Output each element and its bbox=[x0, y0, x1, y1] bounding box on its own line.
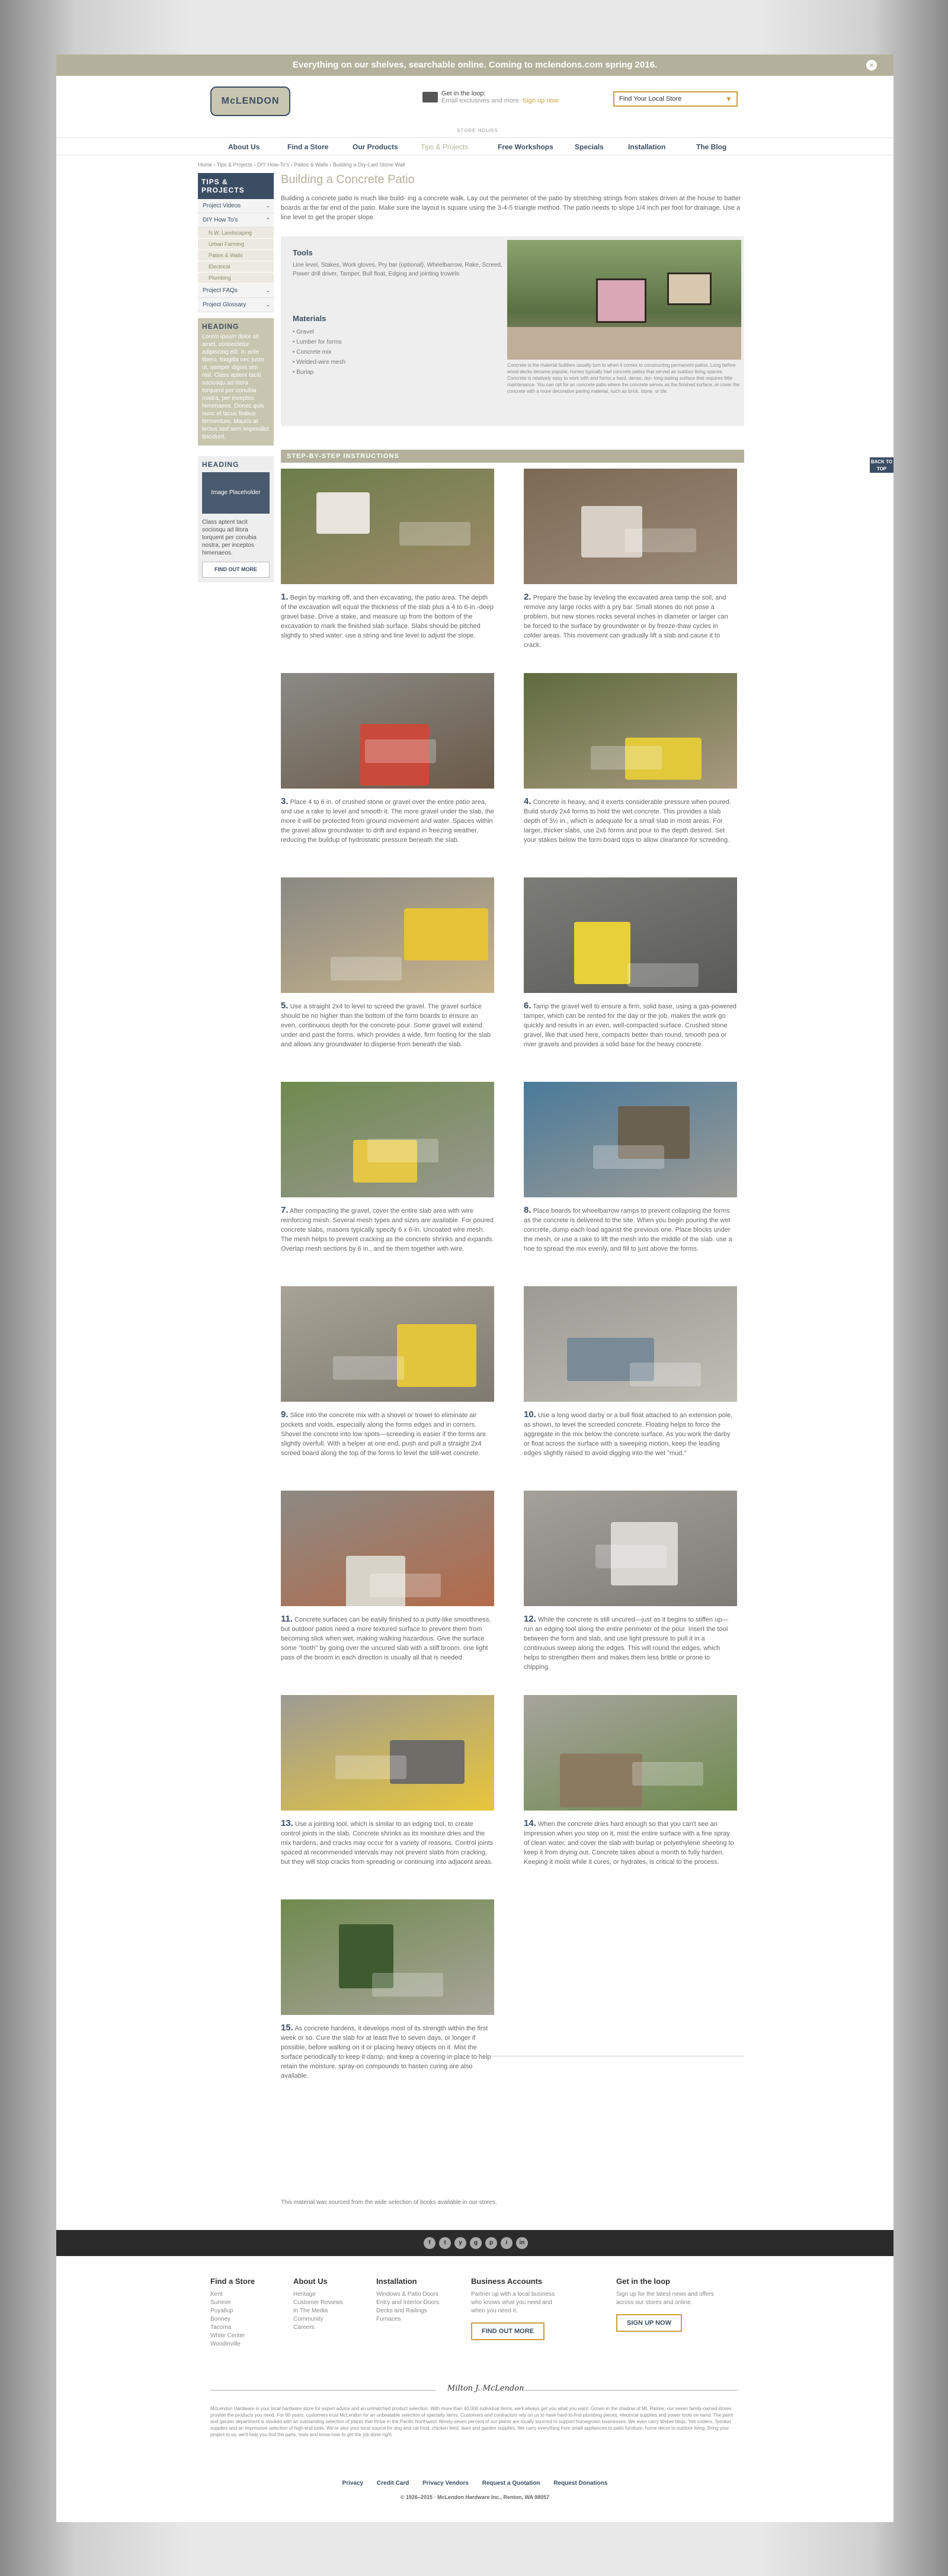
step-card bbox=[524, 1082, 737, 1254]
step-number: 4. bbox=[524, 796, 531, 806]
step-text bbox=[281, 1614, 494, 1662]
social-bar bbox=[56, 2230, 893, 2256]
envelope-icon bbox=[422, 92, 438, 102]
step-text bbox=[524, 1410, 737, 1458]
chevron-down-icon: ⌄ bbox=[265, 287, 270, 293]
site-header bbox=[56, 76, 893, 135]
breadcrumb-tips[interactable]: Tips & Projects bbox=[216, 162, 253, 168]
breadcrumb: Home › Tips & Projects › DIY How-To's › Patios & Walls › Building a Dry-Laid Stone Wall bbox=[198, 162, 405, 168]
breadcrumb-home[interactable]: Home bbox=[198, 162, 213, 168]
step-number: 3. bbox=[281, 796, 289, 806]
footer-loop: Get in the loop Sign up for the latest news and offers across our stores and online. SIGN UP NOW bbox=[616, 2277, 717, 2332]
material-item: • Burlap bbox=[293, 369, 314, 376]
business-text: Partner up with a local business who knows what you need and when you need it. bbox=[471, 2291, 555, 2314]
step-card bbox=[281, 877, 494, 1049]
footer-link[interactable]: Heritage bbox=[293, 2291, 316, 2298]
step-text bbox=[281, 1206, 494, 1254]
sidebar-box-heading: HEADING bbox=[202, 322, 239, 331]
step-number: 1. bbox=[281, 592, 289, 602]
step-number: 6. bbox=[524, 1001, 531, 1011]
step-body: Concrete is heavy, and it exerts considerable pressure when poured. Build sturdy 2x4 forms to hold the wet concrete. This provides a slab depth of 3½ in., which is adequate for a small slab in most areas. For larger, thicker slabs, use 2x6 forms and pour to the depth desired. Set your stakes below the form board tops to allow clearance for screeding. bbox=[524, 799, 731, 844]
youtube-icon[interactable]: y bbox=[454, 2237, 466, 2249]
footer-link[interactable]: Kent bbox=[210, 2291, 223, 2298]
chevron-up-icon: ⌃ bbox=[265, 217, 270, 223]
step-body: Begin by marking off, and then excavating, the patio area. The depth of the excavation will equal the thickness of the slab plus a 4 to 6-in.-deep gravel base. Drive a stake, and measure up from the bottom of the excavation to mark the finished slab surface. Slabs should be pitched slightly to shed water: use a string and line level to adjust the slope. bbox=[281, 594, 494, 639]
footer-link[interactable]: White Center bbox=[210, 2333, 245, 2339]
step-text bbox=[524, 797, 737, 845]
steps-heading: STEP-BY-STEP INSTRUCTIONS bbox=[281, 450, 744, 463]
step-text bbox=[281, 592, 494, 640]
step-body: Slice into the concrete mix with a shovel or trowel to eliminate air pockets and voids, especially along the forms edges and in corners. Shovel the concrete into low spots—screeding is easier if the forms are slightly overfull. With a helper at one end, push and pull a straight 2x4 screed board along the top of the forms to level the still-wet concrete. bbox=[281, 1412, 486, 1457]
sign-up-button[interactable]: SIGN UP NOW bbox=[616, 2314, 682, 2332]
materials-heading: Materials bbox=[293, 314, 326, 323]
step-body: Use a long wood darby or a bull float attached to an extension pole, as shown, to level the screeded concrete. Floating helps to force the aggregate in the mix below the concrete surface. As you work the darby or float across the surface with a sweeping motion, keep the leading edges slightly raised to avoid digging into the wet "mud." bbox=[524, 1412, 733, 1457]
step-image bbox=[524, 1286, 737, 1402]
footer-links bbox=[56, 2480, 893, 2487]
nav-about[interactable]: About Us bbox=[228, 143, 260, 151]
step-card bbox=[281, 673, 494, 845]
footer-installation: Installation Windows & Patio Doors Entry and Interior Doors Decks and Railings Furnaces bbox=[376, 2277, 440, 2322]
sidebar-item-diy[interactable]: DIY How To's ⌃ bbox=[198, 213, 274, 228]
steps-grid bbox=[281, 469, 755, 2080]
step-body: Prepare the base by leveling the excavated area tamp the soil, and remove any large rocks with a pry bar. Small stones do not pose a problem, but new stones rocks several inches in diameter or larger can be forced to the surface by groundwater or by freeze-thaw cycles in colder areas. This movement can gradually lift a slab and cause it to crack. bbox=[524, 594, 728, 649]
step-card bbox=[281, 1491, 494, 1662]
chevron-down-icon: ⌄ bbox=[265, 203, 270, 209]
nav-workshops[interactable]: Free Workshops bbox=[498, 143, 553, 151]
google-icon[interactable]: g bbox=[470, 2237, 482, 2249]
step-card bbox=[524, 469, 737, 650]
nav-specials[interactable]: Specials bbox=[575, 143, 604, 151]
step-number: 8. bbox=[524, 1205, 531, 1215]
find-store-placeholder: Find Your Local Store bbox=[619, 95, 682, 102]
footer-link[interactable]: Careers bbox=[293, 2324, 315, 2331]
step-text bbox=[281, 2023, 494, 2081]
step-image bbox=[281, 673, 494, 789]
article bbox=[281, 173, 752, 2080]
hero-caption: Concrete is the material builders usually turn to when it comes to constructing permanent patios. Long before wood decks became popular, homes typically had concrete patios that served as outdoor living spaces. Concrete is relatively easy to work with and forms a hard, dense, dur- long-lasting surface that requires little maintenance. You can opt for an concrete patio where the concrete serves as the finished surface, or cover the concrete with a more decorative paving material, such as brick, stone, or tile. bbox=[507, 363, 740, 394]
chevron-down-icon: ▼ bbox=[721, 92, 736, 105]
main-nav bbox=[56, 137, 893, 155]
disclaimer: McLendon Hardware is your local hardware store for expert advice and an unmatched product selection. With more than 40,000 individual items, we'll always get you what you want. Grown in the shadow of Mt. Rainier, our seven family-owned stores provide the products you need. For 90 years, customers trust McLendon for an unbeatable selection of specialty items. Customers and contractors rely on us to have hard-to-find plumbing pieces, electrical supplies and power tools on hand. The paint and garden department is stocked with an outstanding selection of plants that thrive in the Pacific Northwest. Ninety-seven percent of our plants are locally sourced to support homegrown businesses. We even carry Weber bbqs, Yeti coolers, Smoker supplies and an impressive selection of high-end tools. We're also your local source for dog and cat food, chicken feed, lawn and garden supplies. We carry everything from small appliances to patio furniture, home décor to outdoor living. Bring your project to us; we'll help you find the parts, tools and know-how to get the job done right. bbox=[210, 2406, 733, 2437]
step-number: 10. bbox=[524, 1409, 536, 1420]
step-image bbox=[524, 877, 737, 993]
step-text bbox=[524, 592, 737, 650]
breadcrumb-current: Building a Dry-Laid Stone Wall bbox=[332, 162, 405, 168]
content bbox=[198, 158, 752, 2223]
credit-card-link[interactable]: Credit Card bbox=[376, 2480, 409, 2487]
loop-sub: Email exclusives and more. bbox=[441, 97, 521, 104]
article-intro: Building a concrete patio is much like build- ing a concrete walk. Lay out the perimeter of the patio by stretching strings from stakes driven at the house to batter boards at the far end of the patio. Make sure the layout is square using the 3-4-5 triangle method. The patio needs to slope 1/4 inch per foot for drainage. Use a line level to get the proper slope. bbox=[281, 195, 741, 221]
step-text bbox=[524, 1001, 737, 1049]
image-placeholder: Image Placeholder bbox=[202, 472, 270, 514]
tools-list: Line level, Stakes, Work gloves, Pry bar (optional), Wheelbarrow, Rake, Screed, Power drill driver, Tamper, Bull float, Edging and jointing trowels bbox=[293, 262, 502, 277]
step-body: Concrete surfaces can be easily finished to a putty-like smoothness, but outdoor patios need a more textured surface to prevent them from becoming slick when wet, making walking hazardous. Give the surface some "tooth" by going over the uncured slab with a stiff broom. one light pass of the broom in each direction is usually all that is needed. bbox=[281, 1616, 491, 1661]
privacy-vendors-link[interactable]: Privacy Vendors bbox=[422, 2480, 469, 2487]
page bbox=[56, 55, 893, 2522]
step-number: 13. bbox=[281, 1818, 293, 1828]
step-card bbox=[524, 1695, 737, 1867]
step-image bbox=[281, 1491, 494, 1606]
step-text bbox=[281, 1819, 494, 1867]
sidebar-box-text: Lorem ipsum dolor sit amet, consectetur adipiscing elit. In ante libero, fringilla nec justo ut, semper dignis sim nisl. Class aptent taciti sociosqu ad litora torquent per conubia nostra, per inceptos himenaeos. Donec quis nunc et lacus finibus fermentum. Mauris at lectus sed sem impendiet tincidunt. bbox=[202, 334, 269, 440]
material-item: • Lumber for forms bbox=[293, 339, 342, 345]
sidebar bbox=[198, 173, 274, 582]
nav-tips[interactable]: Tips & Projects bbox=[421, 143, 469, 151]
close-icon[interactable]: × bbox=[866, 60, 877, 71]
step-body: When the concrete dries hard enough so that you can't see an impression when you step on it, mist the entire surface with a fine spray of clean water, and cover the slab with burlap or polyethylene sheeting to keep it from drying out. Concrete takes about a month to fully harden. Keeping it moist while it cures, or hydrates, is critical to the process. bbox=[524, 1821, 734, 1866]
footer-link[interactable]: Puyallup bbox=[210, 2308, 233, 2314]
hero-image-patio bbox=[507, 240, 741, 360]
sidebar-sub-patios[interactable]: Patios & Walls bbox=[198, 250, 274, 261]
step-card bbox=[281, 1695, 494, 1867]
step-image bbox=[281, 469, 494, 584]
footer-link[interactable]: Furnaces bbox=[376, 2316, 401, 2322]
sidebar-box2-heading: HEADING bbox=[202, 460, 239, 469]
material-item: • Welded-wire mesh bbox=[293, 359, 345, 366]
step-card bbox=[524, 1491, 737, 1672]
instagram-icon[interactable]: i bbox=[501, 2237, 513, 2249]
step-text bbox=[281, 1001, 494, 1049]
chevron-down-icon: ⌄ bbox=[265, 302, 270, 307]
step-image bbox=[524, 673, 737, 789]
sidebar-item-videos[interactable]: Project Videos ⌄ bbox=[198, 199, 274, 213]
sidebar-promo-box-2 bbox=[198, 456, 274, 582]
step-body: Use a straight 2x4 to level to screed the gravel. The gravel surface should be no higher than the bottom of the form boards to ensure an even, continuous depth for the concrete pour. Some gravel will extend under and past the forms, which provides a wide, firm footing for the slab and allows any groundwater to disperse from beneath the slab. bbox=[281, 1003, 491, 1048]
step-body: After compacting the gravel, cover the entire slab area with wire reinforcing mesh. Several mesh types and sizes are available. For poured concrete slabs, masons typically specify 6 x 6-in. Uncoated wire mesh. The mesh helps to prevent cracking as the concrete shrinks and expands. Overlap mesh sections by 6 in., and tie them together with wire. bbox=[281, 1207, 494, 1252]
loop-text: Sign up for the latest news and offers across our stores and online. bbox=[616, 2291, 714, 2306]
step-image bbox=[524, 469, 737, 584]
sidebar-sub-urban-farming[interactable]: Urban Farming bbox=[198, 239, 274, 250]
logo[interactable]: McLENDON bbox=[210, 86, 290, 116]
step-number: 15. bbox=[281, 2023, 293, 2033]
sidebar-sub-landscaping[interactable]: N.W. Landscaping bbox=[198, 228, 274, 239]
store-hours[interactable]: STORE HOURS bbox=[457, 128, 498, 133]
step-number: 11. bbox=[281, 1614, 293, 1624]
step-card bbox=[524, 673, 737, 845]
footer-link[interactable]: Bonney bbox=[210, 2316, 230, 2322]
sidebar-promo-box bbox=[198, 318, 274, 446]
promo-text: Everything on our shelves, searchable online. Coming to mclendons.com spring 2016. bbox=[292, 60, 658, 70]
step-image bbox=[281, 877, 494, 993]
sidebar-sub-plumbing[interactable]: Plumbing bbox=[198, 273, 274, 284]
footer-link[interactable]: Community bbox=[293, 2316, 324, 2322]
step-card bbox=[281, 1286, 494, 1458]
step-body: As concrete hardens, it develops most of its strength within the first week or so. Cure the slab for at least five to seven days, or longer if possible, before walking on it or placing heavy objects on it. Mist the surface periodically to keep it damp, and keep a covering in place to help retain the moisture. spray-on compounds to hasten curing are also available. bbox=[281, 2025, 491, 2080]
footer-link[interactable]: Woodinville bbox=[210, 2341, 241, 2347]
sidebar-item-glossary[interactable]: Project Glossary ⌄ bbox=[198, 298, 274, 312]
step-image bbox=[281, 1286, 494, 1402]
source-note: This material was sourced from the wide selection of books available in our stores. bbox=[281, 2199, 497, 2206]
step-body: Tamp the gravel well to ensure a firm, solid base, using a gas-powered tamper, which can be rented for the day or the job, makes the work go quickly and results in an even, well-compacted surface. Crushed stone gravel, like that used here, compacts better than round, smooth pea or river gravels and provides a solid base for the heavy concrete. bbox=[524, 1003, 736, 1048]
signup-link[interactable]: Sign up now bbox=[522, 97, 559, 104]
step-text bbox=[281, 797, 494, 845]
step-number: 9. bbox=[281, 1409, 289, 1420]
step-image bbox=[524, 1491, 737, 1606]
business-find-out-button[interactable]: FIND OUT MORE bbox=[471, 2322, 545, 2340]
step-number: 7. bbox=[281, 1205, 289, 1215]
step-card bbox=[281, 1082, 494, 1254]
step-image bbox=[281, 1082, 494, 1197]
copyright: © 1926–2015 · McLendon Hardware Inc., Renton, WA 98057 bbox=[400, 2494, 550, 2500]
step-body: Use a jointing tool, which is similar to an edging tool, to create control joints in the slab. Concrete shrinks as its moisture dries and the mix hardens, and cracks may occur for a variety of reasons. Control joints spaced at recommended intervals may not prevent slabs from cracking, but they will stop cracks from spreading or continuing into adjacent areas. bbox=[281, 1821, 494, 1866]
sidebar-item-faqs[interactable]: Project FAQs ⌄ bbox=[198, 284, 274, 298]
footer-link[interactable]: Tacoma bbox=[210, 2324, 232, 2331]
twitter-icon[interactable]: t bbox=[439, 2237, 451, 2249]
find-out-more-button[interactable]: FIND OUT MORE bbox=[202, 562, 270, 578]
step-card bbox=[281, 1899, 494, 2081]
sidebar-sub-electrical[interactable]: Electrical bbox=[198, 261, 274, 273]
sidebar-heading: TIPS & PROJECTS bbox=[198, 173, 274, 199]
find-store-select[interactable] bbox=[613, 91, 738, 107]
promo-banner bbox=[56, 55, 893, 76]
step-text bbox=[524, 1614, 737, 1672]
privacy-link[interactable]: Privacy bbox=[342, 2480, 364, 2487]
step-image bbox=[281, 1695, 494, 1811]
loop-title: Get in the loop: bbox=[441, 90, 486, 97]
breadcrumb-diy[interactable]: DIY How-To's bbox=[257, 162, 290, 168]
footer-about: About Us Heritage Customer Reviews In The Media Community Careers bbox=[293, 2277, 343, 2331]
back-to-top-button[interactable]: BACK TO TOP bbox=[870, 457, 893, 473]
signature: Milton J. McLendon bbox=[447, 2384, 524, 2393]
step-text bbox=[524, 1819, 737, 1867]
step-number: 5. bbox=[281, 1001, 289, 1011]
step-number: 12. bbox=[524, 1614, 536, 1624]
step-text bbox=[524, 1206, 737, 1254]
footer-find-store: Find a Store Kent Sumner Puyallup Bonney Tacoma White Center Woodinville bbox=[210, 2277, 255, 2347]
step-body: Place boards for wheelbarrow ramps to prevent collapsing the forms as the concrete is delivered to the site. When you begin pouring the wet concrete, dump each load against the previous one. Place blocks under the mesh, or use a rake to lift the mesh into the middle of the slab. use a hoe to spread the mix evenly, and fill to just above the forms. bbox=[524, 1207, 732, 1252]
page-title: Building a Concrete Patio bbox=[281, 173, 415, 186]
footer-link[interactable]: Windows & Patio Doors bbox=[376, 2291, 439, 2298]
footer-link[interactable]: Entry and Interior Doors bbox=[376, 2299, 440, 2306]
facebook-icon[interactable]: f bbox=[424, 2237, 435, 2249]
site-footer bbox=[56, 2230, 893, 2522]
tools-heading: Tools bbox=[293, 248, 313, 257]
signature-divider bbox=[56, 2384, 893, 2396]
donations-link[interactable]: Request Donations bbox=[553, 2480, 608, 2487]
step-image bbox=[524, 1082, 737, 1197]
step-image bbox=[281, 1899, 494, 2015]
step-image bbox=[524, 1695, 737, 1811]
footer-business: Business Accounts Partner up with a local business who knows what you need and when you need it. FIND OUT MORE bbox=[471, 2277, 566, 2340]
material-item: • Gravel bbox=[293, 329, 314, 335]
footer-link[interactable]: Decks and Railings bbox=[376, 2308, 427, 2314]
quotation-link[interactable]: Request a Quotation bbox=[482, 2480, 540, 2487]
material-item: • Concrete mix bbox=[293, 349, 332, 355]
newsletter-promo bbox=[441, 90, 559, 104]
nav-blog[interactable]: The Blog bbox=[696, 143, 727, 151]
linkedin-icon[interactable]: in bbox=[516, 2237, 528, 2249]
footer-link[interactable]: Sumner bbox=[210, 2299, 232, 2306]
step-card bbox=[281, 469, 494, 640]
step-body: While the concrete is still uncured—just as it begins to stiffen up—run an edging tool along the entire perimeter of the pour. Insert the tool between the form and slab, and use light pressure to pull it in a continuous sweep along the edges. This will round the edges, which helps to strengthen them and makes them less brittle or prone to chipping. bbox=[524, 1616, 729, 1671]
nav-products[interactable]: Our Products bbox=[353, 143, 398, 151]
step-number: 14. bbox=[524, 1818, 536, 1828]
breadcrumb-patios[interactable]: Patios & Walls bbox=[294, 162, 328, 168]
footer-link[interactable]: Customer Reviews bbox=[293, 2299, 343, 2306]
step-card bbox=[524, 1286, 737, 1458]
nav-installation[interactable]: Installation bbox=[628, 143, 666, 151]
nav-find-store[interactable]: Find a Store bbox=[287, 143, 329, 151]
step-card bbox=[524, 877, 737, 1049]
step-number: 2. bbox=[524, 592, 531, 602]
sidebar-box2-text: Class aptent tacit sociosqu ad litora torquent per conubia nostra, per inceptos himenaeos. bbox=[202, 519, 257, 556]
footer-link[interactable]: In The Media bbox=[293, 2308, 328, 2314]
step-text bbox=[281, 1410, 494, 1458]
step-body: Place 4 to 6 in. of crushed stone or gravel over the entire patio area, and use a rake to level and smooth it. The more gravel under the slab, the more it will be protected from ground movement and water. Spaces within the gravel allow groundwater to drift and expand in freezing weather, reducing the buildup of hydrostatic pressure beneath the slab. bbox=[281, 799, 494, 844]
pinterest-icon[interactable]: p bbox=[485, 2237, 497, 2249]
tools-materials-box bbox=[281, 236, 744, 426]
